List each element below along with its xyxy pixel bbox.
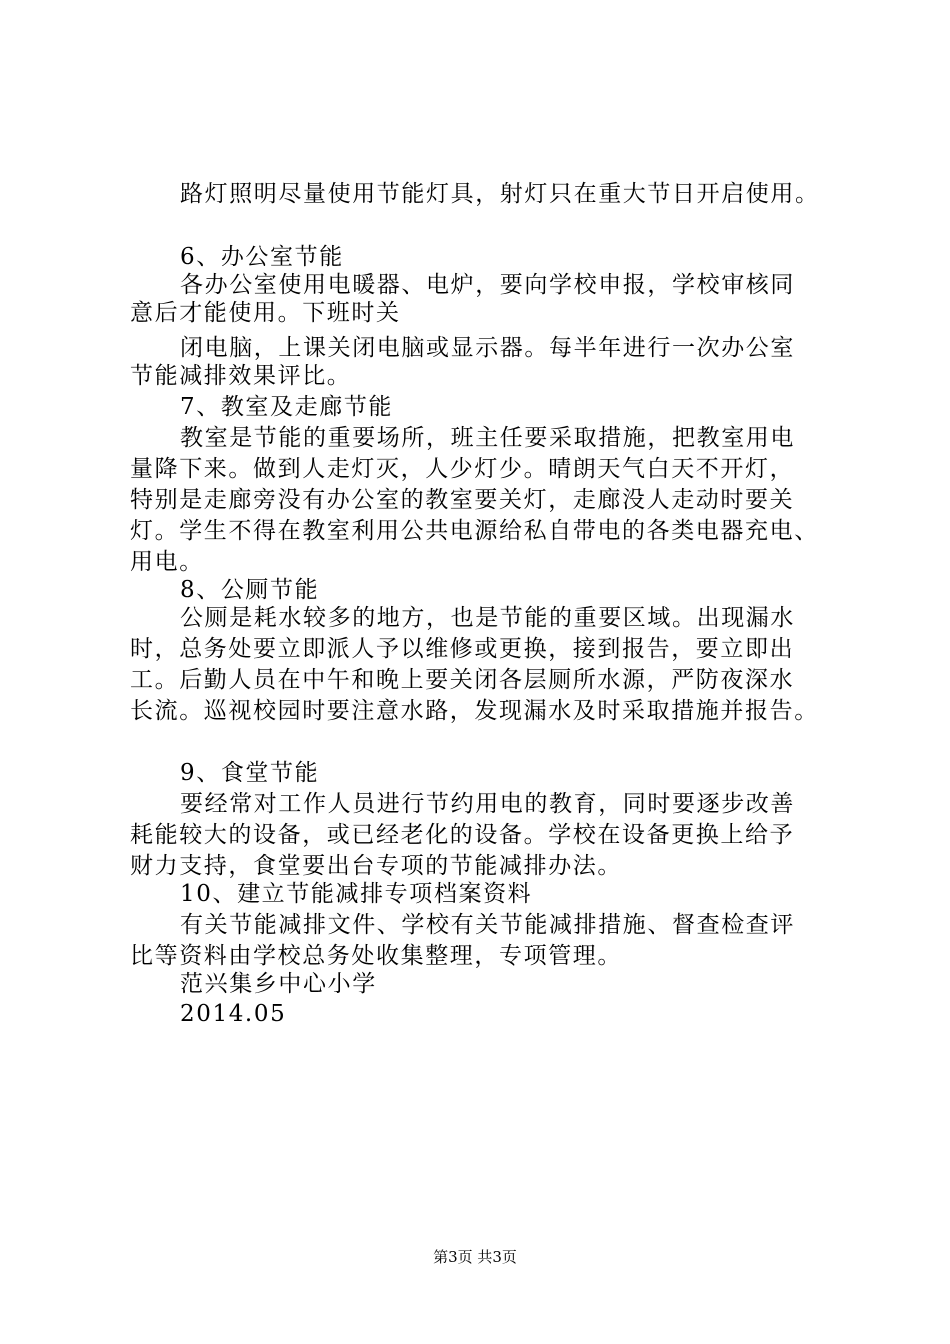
text-line: 用电。 <box>130 549 204 575</box>
signature-organization: 范兴集乡中心小学 <box>180 971 377 997</box>
text-line: 要经常对工作人员进行节约用电的教育，同时要逐步改善 <box>180 791 795 817</box>
text-line: 时，总务处要立即派人予以维修或更换，接到报告，要立即出 <box>130 636 795 662</box>
text-line: 灯。学生不得在教室利用公共电源给私自带电的各类电器充电、 <box>130 518 819 544</box>
text-line: 教室是节能的重要场所，班主任要采取措施，把教室用电 <box>180 425 795 451</box>
text-line: 财力支持，食堂要出台专项的节能减排办法。 <box>130 853 622 879</box>
section-heading: 7、教室及走廊节能 <box>180 394 394 420</box>
text-line: 长流。巡视校园时要注意水路，发现漏水及时采取措施并报告。 <box>130 698 819 724</box>
text-line: 有关节能减排文件、学校有关节能减排措施、督查检查评 <box>180 912 795 938</box>
text-line: 比等资料由学校总务处收集整理，专项管理。 <box>130 943 622 969</box>
text-line: 量降下来。做到人走灯灭，人少灯少。晴朗天气白天不开灯， <box>130 456 795 482</box>
section-heading: 8、公厕节能 <box>180 577 320 603</box>
section-heading: 6、办公室节能 <box>180 244 344 270</box>
page-footer: 第3页 共3页 <box>433 1248 517 1266</box>
section-heading: 10、建立节能减排专项档案资料 <box>180 881 533 907</box>
signature-date: 2014.05 <box>180 1001 287 1027</box>
text-line: 特别是走廊旁没有办公室的教室要关灯，走廊没人走动时要关 <box>130 487 795 513</box>
text-line: 闭电脑，上课关闭电脑或显示器。每半年进行一次办公室 <box>180 335 795 361</box>
text-line: 公厕是耗水较多的地方，也是节能的重要区域。出现漏水 <box>180 605 795 631</box>
section-heading: 9、食堂节能 <box>180 760 320 786</box>
text-line: 各办公室使用电暖器、电炉，要向学校申报，学校审核同 <box>180 272 795 298</box>
text-line: 工。后勤人员在中午和晚上要关闭各层厕所水源，严防夜深水 <box>130 667 795 693</box>
text-line: 节能减排效果评比。 <box>130 363 352 389</box>
text-line: 意后才能使用。下班时关 <box>130 300 401 326</box>
text-line: 路灯照明尽量使用节能灯具，射灯只在重大节日开启使用。 <box>180 181 820 207</box>
text-line: 耗能较大的设备，或已经老化的设备。学校在设备更换上给予 <box>130 822 795 848</box>
